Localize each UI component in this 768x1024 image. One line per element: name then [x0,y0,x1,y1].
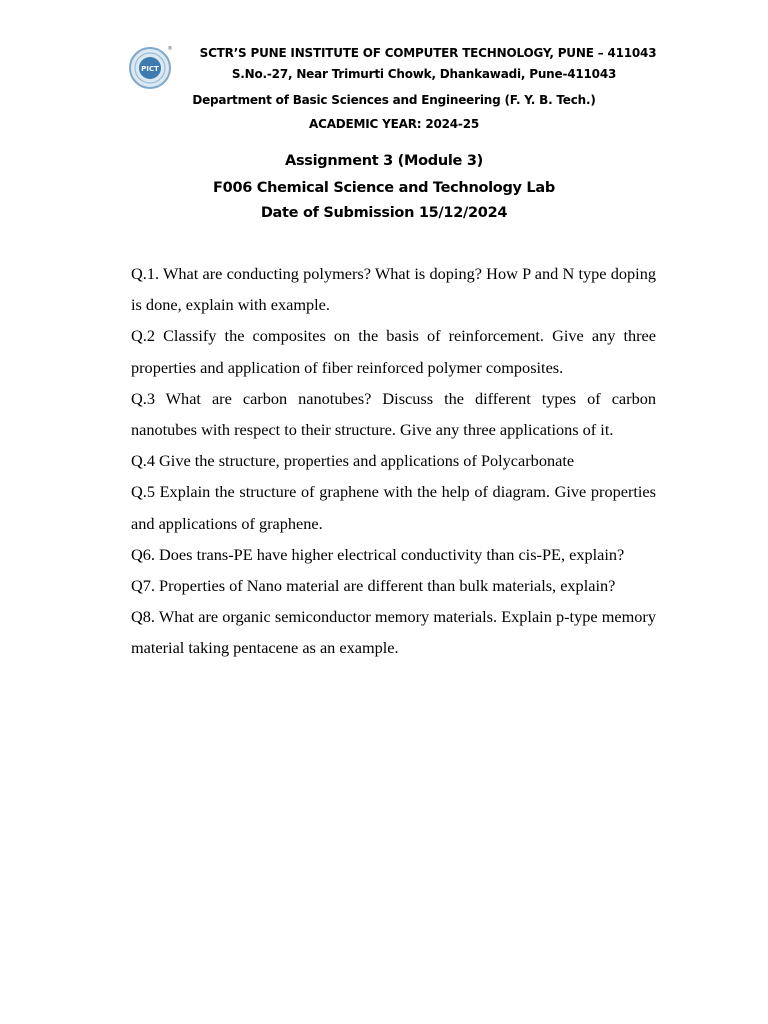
course-title: F006 Chemical Science and Technology Lab [213,180,555,196]
question-item: Q.5 Explain the structure of graphene with the help of diagram. Give properties and applications of graphene. [131,482,656,533]
question-item: Q.2 Classify the composites on the basis of reinforcement. Give any three properties and application of fiber reinforced polymer composites. [131,326,656,377]
institute-name: SCTR’S PUNE INSTITUTE OF COMPUTER TECHNOLOGY, PUNE – 411043 [199,46,657,60]
question-item: Q.1. What are conducting polymers? What is doping? How P and N type doping is done, explain with example. [131,264,656,315]
question-item: Q.3 What are carbon nanotubes? Discuss the different types of carbon nanotubes with respect to their structure. Give any three applications of it. [131,388,656,440]
institute-address: S.No.-27, Near Trimurti Chowk, Dhankawadi, Pune-411043 [231,67,617,81]
question-item: Q8. What are organic semiconductor memory materials. Explain p-type memory material taking pentacene as an example. [131,607,656,658]
assignment-title: Assignment 3 (Module 3) [285,153,483,169]
question-item: Q6. Does trans-PE have higher electrical conductivity than cis-PE, explain? [131,544,625,564]
question-item: Q7. Properties of Nano material are different than bulk materials, explain? [131,576,616,596]
question-list [131,258,656,664]
submission-date: Date of Submission 15/12/2024 [260,205,508,221]
logo-registered-mark: ® [167,46,173,52]
logo-text: PICT [141,65,159,73]
department-name: Department of Basic Sciences and Engineering (F. Y. B. Tech.) [192,93,596,107]
question-item: Q.4 Give the structure, properties and applications of Polycarbonate [131,451,575,471]
academic-year: ACADEMIC YEAR: 2024-25 [309,117,479,131]
